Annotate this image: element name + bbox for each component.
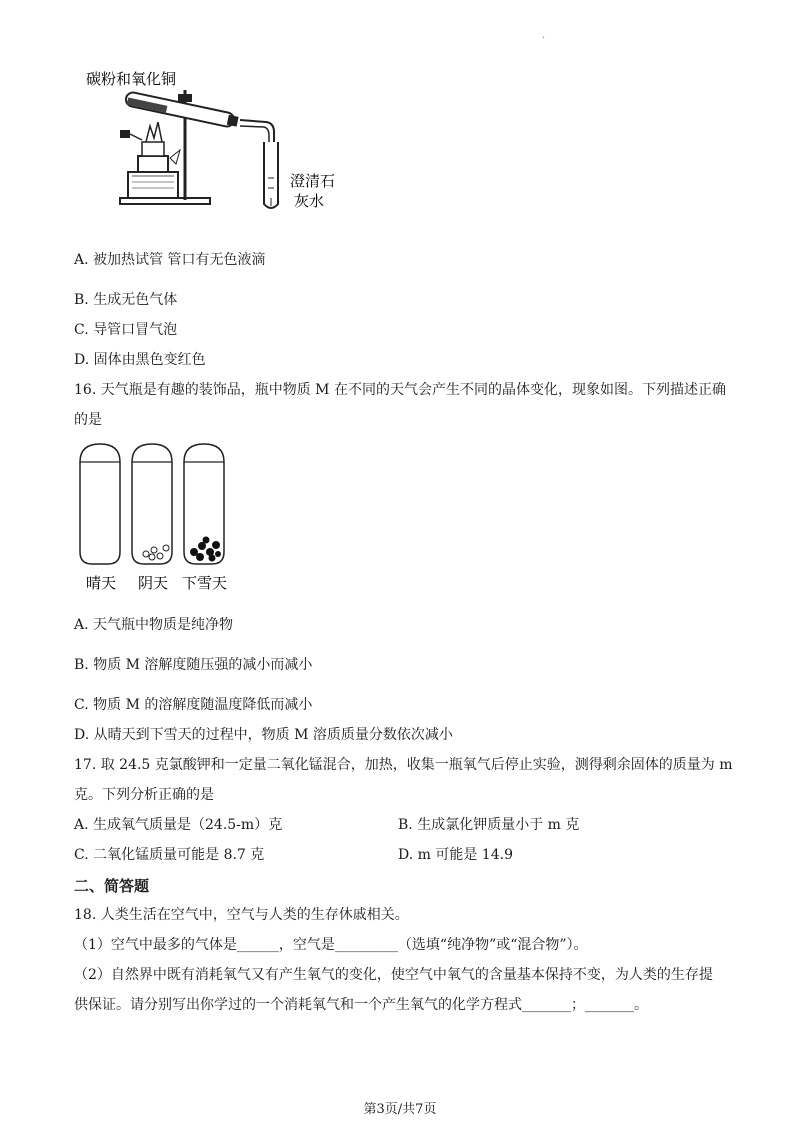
q16-option-c: C. 物质 M 的溶解度随温度降低而减小	[74, 697, 313, 713]
q16-stem-line1: 16. 天气瓶是有趣的装饰品，瓶中物质 M 在不同的天气会产生不同的晶体变化，现象如图。下列描述正确	[74, 382, 726, 398]
q15-option-d: D. 固体由黑色变红色	[74, 352, 206, 368]
q18-part2-line1: （2）自然界中既有消耗氧气又有产生氧气的变化，使空气中氧气的含量基本保持不变，为人类的生存提	[74, 967, 713, 983]
q16-option-b: B. 物质 M 溶解度随压强的减小而减小	[74, 657, 313, 673]
q16-stem-line2: 的是	[74, 412, 102, 428]
q15-option-a: A. 被加热试管 管口有无色液滴	[74, 252, 266, 268]
q17-stem-line2: 克。下列分析正确的是	[74, 787, 214, 803]
page-mark: .	[542, 30, 546, 41]
weather-bottle-figure	[74, 440, 244, 600]
bottle-snowy	[184, 444, 224, 564]
q18-part1: （1）空气中最多的气体是______，空气是_________（选填“纯净物”或“混合物”）。	[74, 937, 588, 953]
q17-option-b: B. 生成氯化钾质量小于 m 克	[398, 817, 580, 833]
label-cloudy: 阴天	[138, 574, 169, 592]
q15-option-c: C. 导管口冒气泡	[74, 322, 178, 338]
q17-option-c: C. 二氧化锰质量可能是 8.7 克	[74, 847, 265, 863]
q15-option-b: B. 生成无色气体	[74, 292, 178, 308]
apparatus-figure	[80, 60, 380, 220]
section-title: 二、简答题	[74, 877, 150, 895]
label-sunny: 晴天	[86, 574, 117, 592]
label-carbon-copper-oxide: 碳粉和氧化铜	[86, 70, 177, 88]
label-limewater-1: 澄清石	[290, 172, 336, 190]
bottle-cloudy	[132, 444, 172, 564]
q16-option-d: D. 从晴天到下雪天的过程中，物质 M 溶质质量分数依次减小	[74, 727, 453, 743]
q18-part2-line2: 供保证。请分别写出你学过的一个消耗氧气和一个产生氧气的化学方程式_______；_______。	[74, 997, 648, 1013]
label-limewater-2: 灰水	[294, 192, 325, 210]
q18-stem: 18. 人类生活在空气中，空气与人类的生存休戚相关。	[74, 907, 409, 923]
bottle-sunny	[80, 444, 120, 564]
q16-option-a: A. 天气瓶中物质是纯净物	[74, 617, 234, 633]
page-footer: 第3页/共7页	[363, 1102, 437, 1117]
label-snowy: 下雪天	[182, 574, 228, 592]
q17-option-a: A. 生成氧气质量是（24.5-m）克	[74, 817, 283, 833]
q17-option-d: D. m 可能是 14.9	[398, 847, 513, 863]
q17-stem-line1: 17. 取 24.5 克氯酸钾和一定量二氧化锰混合，加热，收集一瓶氧气后停止实验，测得剩余固体的质量为 m	[74, 757, 733, 773]
